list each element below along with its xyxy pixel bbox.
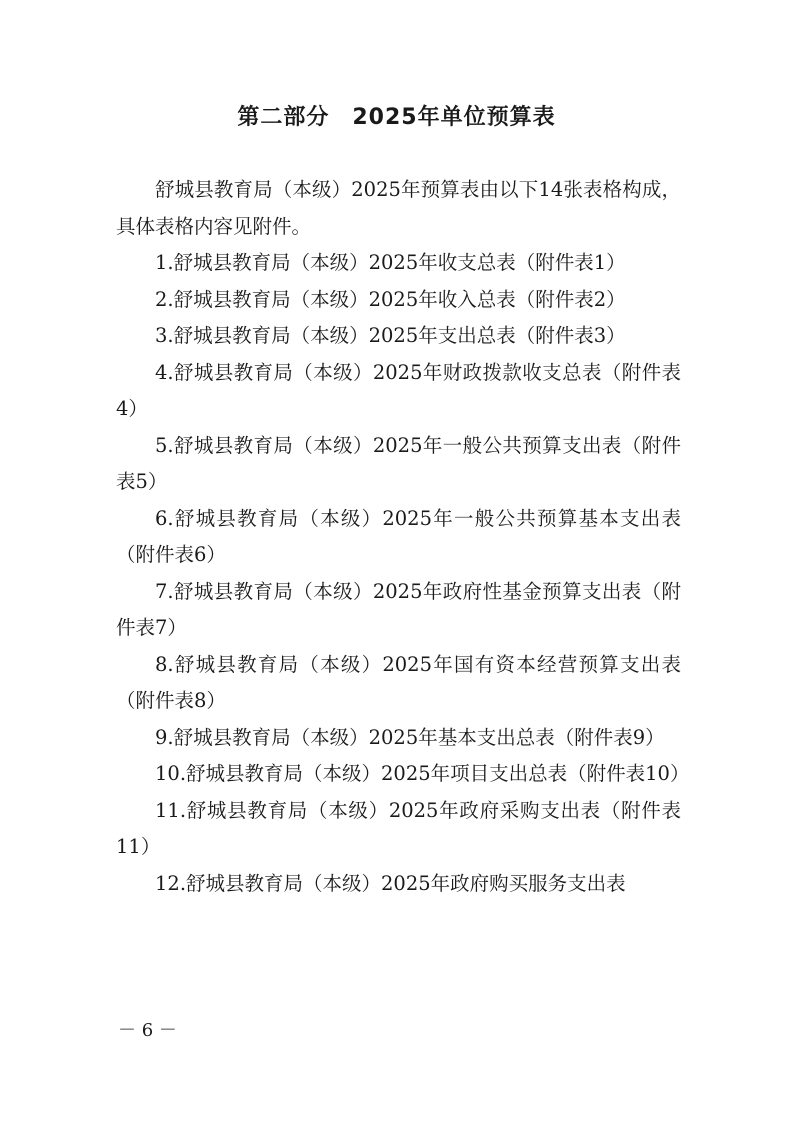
section-title: 第二部分 2025年单位预算表 (237, 105, 556, 130)
list-item: 12.舒城县教育局（本级）2025年政府购买服务支出表 (155, 871, 626, 895)
list-item: 1.舒城县教育局（本级）2025年收支总表（附件表1） (155, 251, 626, 274)
list-item: 2.舒城县教育局（本级）2025年收入总表（附件表2） (155, 287, 626, 311)
list-item: 3.舒城县教育局（本级）2025年支出总表（附件表3） (155, 324, 626, 347)
list-item: 10.舒城县教育局（本级）2025年项目支出总表（附件表10） (155, 762, 690, 785)
intro-paragraph: 舒城县教育局（本级）2025年预算表由以下14张表格构成，具体表格内容见附件。 (116, 178, 681, 238)
list-item: 8.舒城县教育局（本级）2025年国有资本经营预算支出表（附件表8） (116, 652, 681, 712)
list-item: 9.舒城县教育局（本级）2025年基本支出总表（附件表9） (155, 725, 665, 749)
list-item: 5.舒城县教育局（本级）2025年一般公共预算支出表（附件表5） (116, 433, 681, 493)
list-item: 4.舒城县教育局（本级）2025年财政拨款收支总表（附件表4） (116, 360, 681, 420)
document-body (116, 172, 690, 902)
list-item: 11.舒城县教育局（本级）2025年政府采购支出表（附件表11） (116, 798, 681, 858)
list-item: 7.舒城县教育局（本级）2025年政府性基金预算支出表（附件表7） (116, 579, 681, 639)
list-item: 6.舒城县教育局（本级）2025年一般公共预算基本支出表（附件表6） (116, 506, 681, 566)
page-number: － 6 － (118, 1020, 177, 1041)
